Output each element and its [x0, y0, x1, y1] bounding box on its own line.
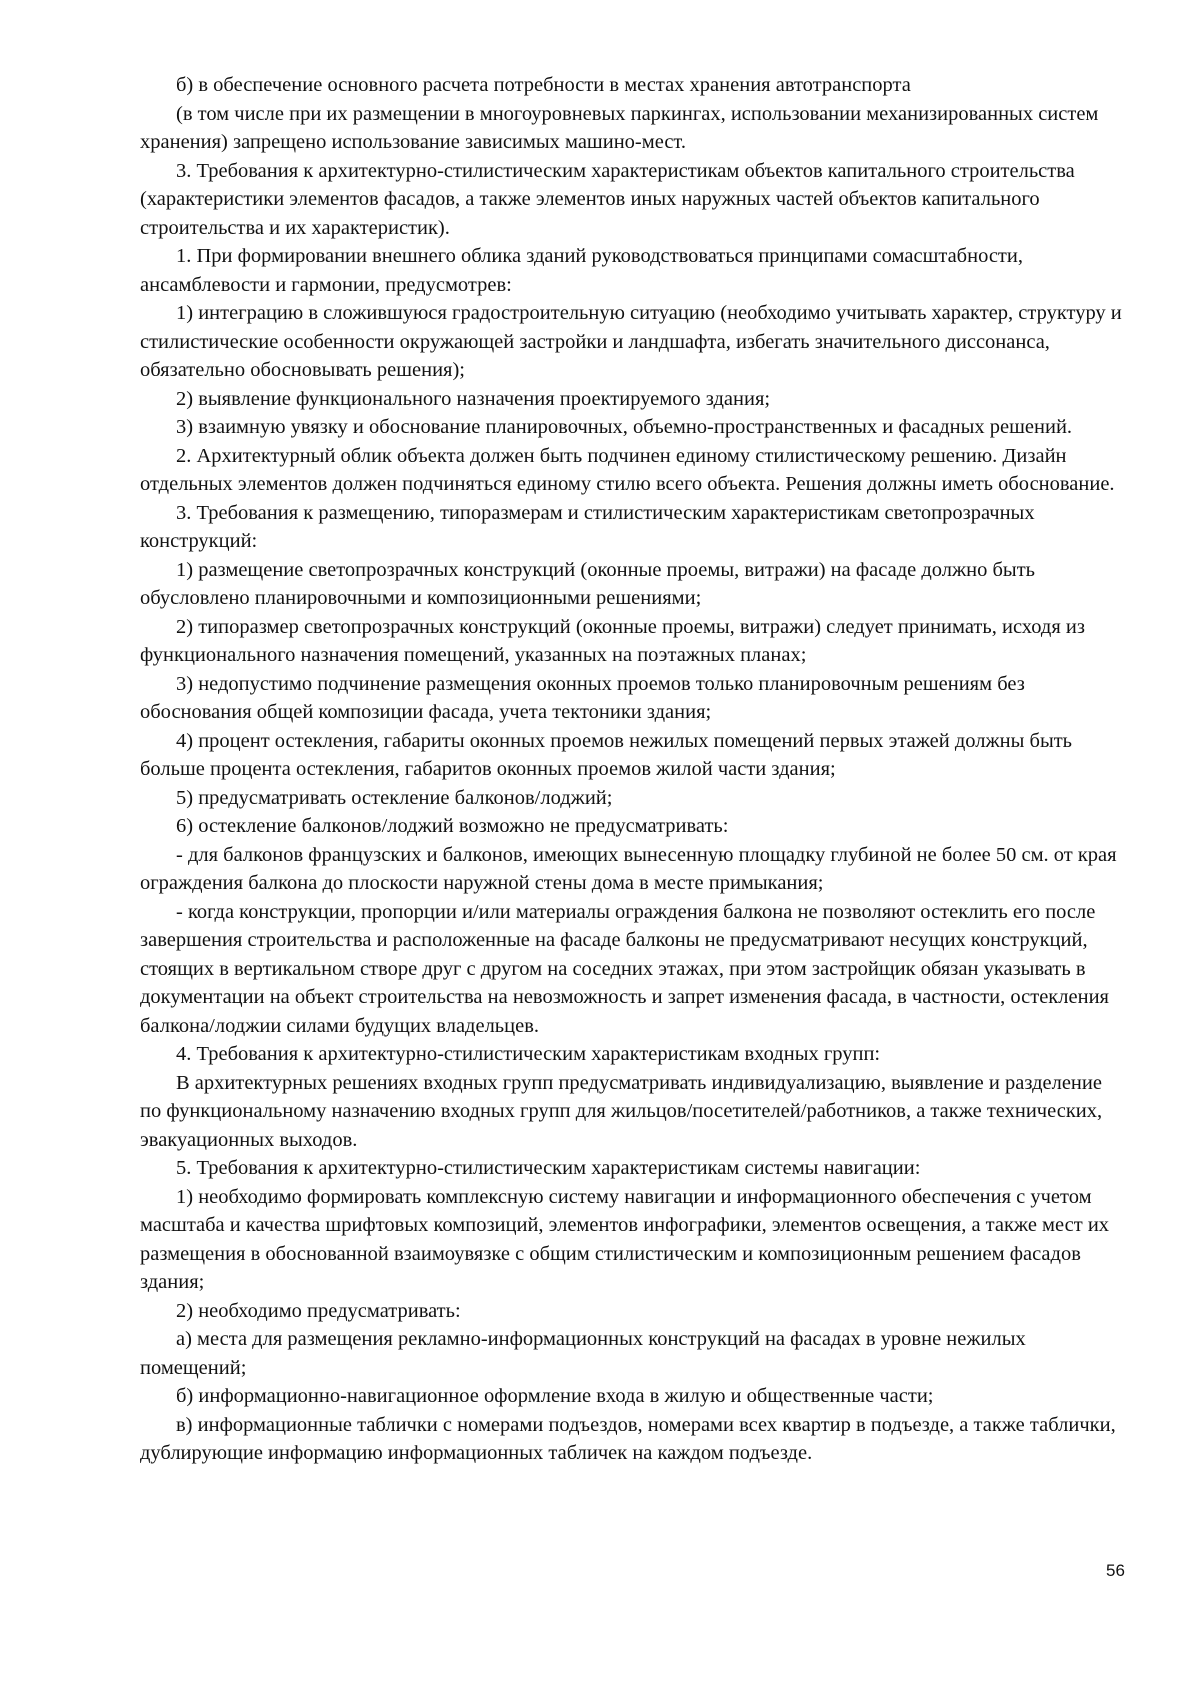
paragraph-4: 1. При формировании внешнего облика зданий руководствоваться принципами сомасштабности, ансамблевости и гармонии, предусмотрев: [140, 245, 1023, 296]
paragraph-6: 2) выявление функционального назначения проектируемого здания; [176, 387, 771, 410]
document-page [140, 71, 1125, 1468]
page-number: 56 [1106, 1561, 1125, 1580]
paragraph-2: (в том числе при их размещении в многоуровневых паркингах, использовании механизированных систем хранения) запрещено использование зависимых машино-мест. [140, 102, 1099, 153]
paragraph-21: 1) необходимо формировать комплексную систему навигации и информационного обеспечения с учетом масштаба и качества шрифтовых композиций, элементов инфографики, элементов освещения, а также мест их размещения в обоснованной взаимоувязке с общим стилистическим и композиционным решением фасадов здания; [140, 1185, 1110, 1293]
paragraph-17: - когда конструкции, пропорции и/или материалы ограждения балкона не позволяют остеклить его после завершения строительства и расположенные на фасаде балконы не предусматривают несущих конструкций, стоящих в вертикальном створе друг с другом на соседних этажах, при этом застройщик обязан указывать в документации на объект строительства на невозможность и запрет изменения фасада, в частности, остекления балкона/лоджии силами будущих владельцев. [140, 900, 1109, 1037]
paragraph-18: 4. Требования к архитектурно-стилистическим характеристикам входных групп: [176, 1043, 881, 1065]
paragraph-7: 3) взаимную увязку и обоснование планировочных, объемно-пространственных и фасадных решений. [176, 416, 1073, 438]
paragraph-20: 5. Требования к архитектурно-стилистическим характеристикам системы навигации: [176, 1157, 921, 1179]
paragraph-24: б) информационно-навигационное оформление входа в жилую и общественные части; [176, 1385, 934, 1407]
paragraph-13: 4) процент остекления, габариты оконных проемов нежилых помещений первых этажей должны быть больше процента остекления, габаритов оконных проемов жилой части здания; [140, 729, 1073, 780]
paragraph-5: 1) интеграцию в сложившуюся градостроительную ситуацию (необходимо учитывать характер, структуру и стилистические особенности окружающей застройки и ландшафта, избегать значительного диссонанса, обязательно обосновывать решения); [140, 302, 1122, 381]
paragraph-10: 1) размещение светопрозрачных конструкций (оконные проемы, витражи) на фасаде должно быть обусловлено планировочными и композиционными решениями; [140, 558, 1036, 609]
paragraph-14: 5) предусматривать остекление балконов/лоджий; [176, 786, 613, 809]
paragraph-1: б) в обеспечение основного расчета потребности в местах хранения автотранспорта [176, 74, 911, 96]
paragraph-15: 6) остекление балконов/лоджий возможно не предусматривать: [176, 815, 729, 837]
paragraph-9: 3. Требования к размещению, типоразмерам и стилистическим характеристикам светопрозрачных конструкций: [140, 501, 1035, 552]
paragraph-25: в) информационные таблички с номерами подъездов, номерами всех квартир в подъезде, а также таблички, дублирующие информацию информационных табличек на каждом подъезде. [140, 1413, 1116, 1464]
paragraph-19: В архитектурных решениях входных групп предусматривать индивидуализацию, выявление и разделение по функциональному назначению входных групп для жильцов/посетителей/работников, а также технических, эвакуационных выходов. [140, 1071, 1103, 1151]
paragraph-22: 2) необходимо предусматривать: [176, 1299, 461, 1322]
paragraph-8: 2. Архитектурный облик объекта должен быть подчинен единому стилистическому решению. Дизайн отдельных элементов должен подчиняться единому стилю всего объекта. Решения должны иметь обоснование. [140, 444, 1115, 495]
paragraph-23: а) места для размещения рекламно-информационных конструкций на фасадах в уровне нежилых помещений; [140, 1328, 1026, 1379]
paragraph-12: 3) недопустимо подчинение размещения оконных проемов только планировочным решениям без обоснования общей композиции фасада, учета тектоники здания; [140, 672, 1025, 723]
paragraph-3: 3. Требования к архитектурно-стилистическим характеристикам объектов капитального строительства (характеристики элементов фасадов, а также элементов иных наружных частей объектов капитального строительства и их характеристик). [140, 159, 1075, 239]
paragraph-11: 2) типоразмер светопрозрачных конструкций (оконные проемы, витражи) следует принимать, исходя из функционального назначения помещений, указанных на поэтажных планах; [140, 615, 1085, 666]
paragraph-16: - для балконов французских и балконов, имеющих вынесенную площадку глубиной не более 50 см. от края ограждения балкона до плоскости наружной стены дома в месте примыкания; [140, 843, 1117, 894]
